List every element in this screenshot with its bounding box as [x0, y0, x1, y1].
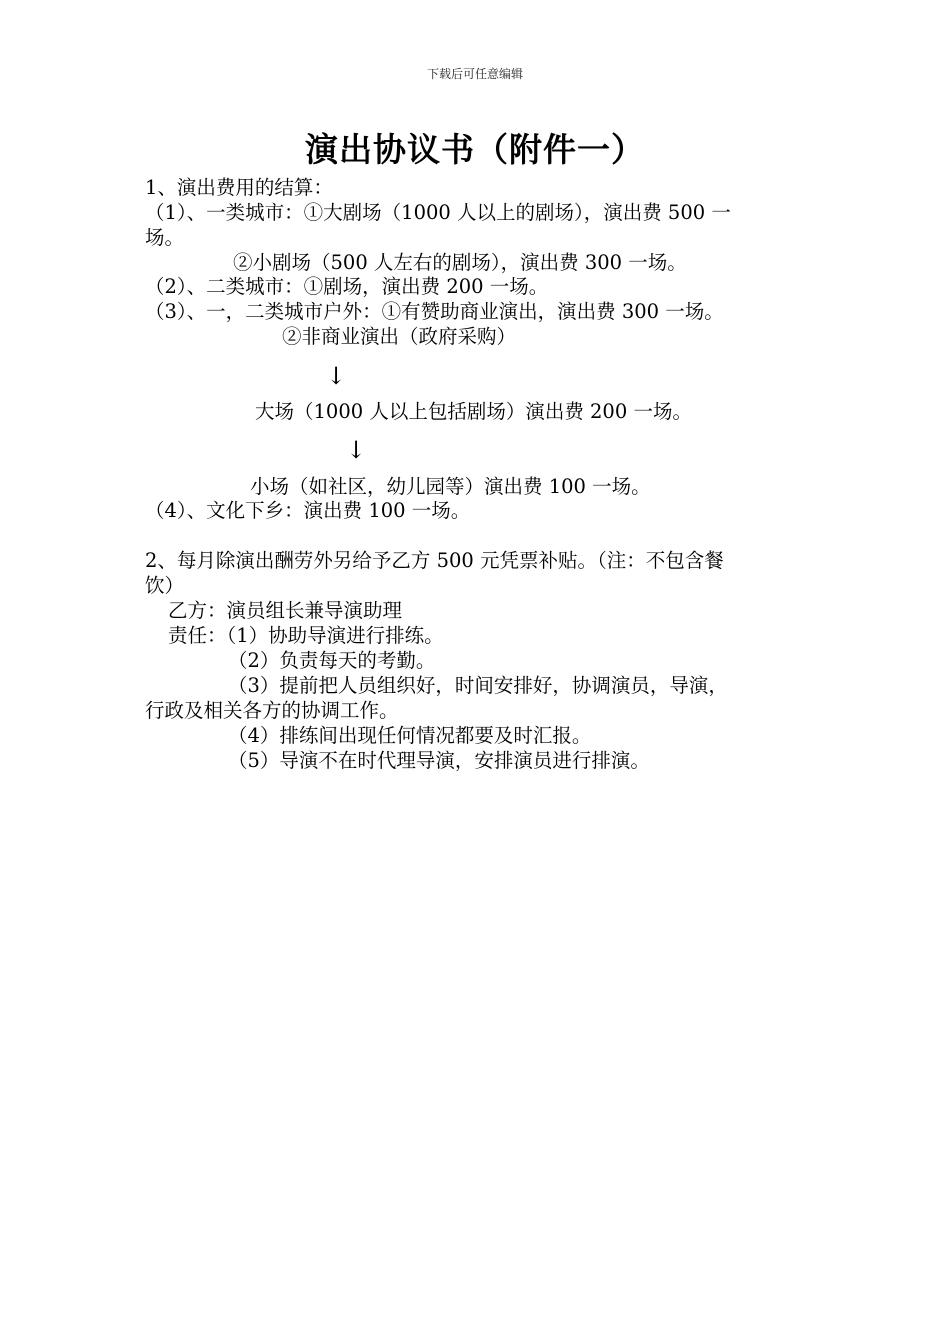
- duty-4: （4）排练间出现任何情况都要及时汇报。: [228, 724, 592, 747]
- down-arrow-icon: ↓: [346, 436, 367, 464]
- item1-small-theater: ②小剧场（500 人左右的剧场），演出费 300 一场。: [233, 251, 687, 274]
- document-title: 演出协议书（附件一）: [305, 130, 645, 169]
- duty-3-line2: 行政及相关各方的协调工作。: [145, 699, 399, 722]
- item2-second-tier: （2）、二类城市：①剧场，演出费 200 一场。: [145, 275, 549, 298]
- party-b-role: 乙方：演员组长兼导演助理: [168, 599, 403, 622]
- section2-line2: 饮）: [145, 574, 185, 597]
- item3-large-venue: 大场（1000 人以上包括剧场）演出费 200 一场。: [255, 400, 692, 423]
- duty-3-line1: （3）提前把人员组织好，时间安排好，协调演员，导演，: [228, 674, 728, 697]
- item1-first-tier-line1: （1）、一类城市：①大剧场（1000 人以上的剧场），演出费 500 一: [145, 201, 731, 224]
- page-header-note: 下载后可任意编辑: [426, 67, 523, 81]
- section2-line1: 2、每月除演出酬劳外另给予乙方 500 元凭票补贴。（注：不包含餐: [145, 549, 724, 572]
- item3-outdoor: （3）、一，二类城市户外：①有赞助商业演出，演出费 300 一场。: [145, 300, 724, 323]
- down-arrow-icon: ↓: [326, 362, 347, 390]
- duty-1: 责任：（1）协助导演进行排练。: [168, 624, 444, 647]
- item3-small-venue: 小场（如社区，幼儿园等）演出费 100 一场。: [250, 475, 651, 498]
- item3-non-commercial: ②非商业演出（政府采购）: [282, 325, 517, 348]
- duty-5: （5）导演不在时代理导演，安排演员进行排演。: [228, 749, 650, 772]
- duty-2: （2）负责每天的考勤。: [228, 649, 436, 672]
- item4-countryside: （4）、文化下乡：演出费 100 一场。: [145, 499, 471, 522]
- section1-heading: 1、演出费用的结算：: [145, 176, 333, 199]
- item1-first-tier-line2: 场。: [145, 226, 185, 249]
